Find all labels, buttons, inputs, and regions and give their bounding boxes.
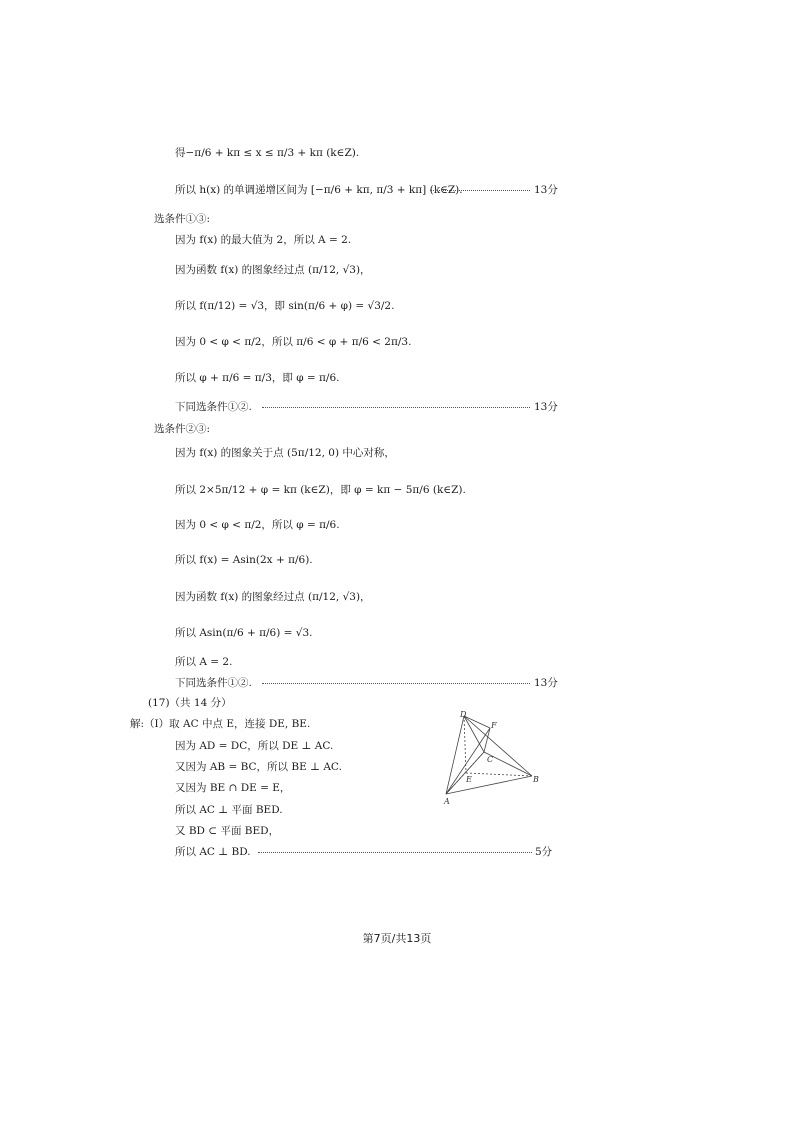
score-mark: 13分	[534, 677, 558, 689]
text-line: 下同选条件①②.	[175, 401, 252, 413]
text-line: 因为函数 f(x) 的图象经过点 (π/12, √3)，	[175, 264, 371, 276]
text-line: 因为函数 f(x) 的图象经过点 (π/12, √3)，	[175, 591, 371, 603]
text-line: 所以 AC ⊥ BD.	[175, 846, 251, 858]
tetrahedron-figure	[438, 708, 548, 808]
text-line: 所以 Asin(π/6 + π/6) = √3.	[175, 627, 313, 639]
dot-leader	[258, 852, 532, 853]
section-heading: 选条件②③:	[154, 423, 211, 435]
text-line: 所以 2×5π/12 + φ = kπ (k∈Z)，即 φ = kπ − 5π/6 (k∈Z).	[175, 484, 466, 496]
dot-leader	[430, 190, 530, 191]
label-D: D	[460, 710, 467, 719]
label-C: C	[487, 755, 494, 764]
label-B: B	[533, 775, 539, 784]
problem-heading: (17)（共 14 分）	[148, 697, 232, 709]
text-line: 所以 f(x) = Asin(2x + π/6).	[175, 554, 313, 566]
text-line: 下同选条件①②.	[175, 677, 252, 689]
text-line: 因为 AD = DC，所以 DE ⊥ AC.	[175, 740, 334, 752]
label-A: A	[444, 797, 450, 806]
label-E: E	[466, 775, 472, 784]
score-mark: 13分	[534, 401, 558, 413]
text-line: 因为 0 < φ < π/2，所以 π/6 < φ + π/6 < 2π/3.	[175, 336, 412, 348]
score-mark: 5分	[535, 846, 553, 858]
text-line: 解:（Ⅰ）取 AC 中点 E，连接 DE, BE.	[130, 718, 311, 730]
text-line: 因为 f(x) 的图象关于点 (5π/12, 0) 中心对称，	[175, 447, 395, 459]
text-line: 得−π/6 + kπ ≤ x ≤ π/3 + kπ (k∈Z).	[175, 147, 360, 159]
text-line: 所以 f(π/12) = √3，即 sin(π/6 + φ) = √3/2.	[175, 300, 395, 312]
score-mark: 13分	[534, 184, 558, 196]
text-line: 又因为 AB = BC，所以 BE ⊥ AC.	[175, 761, 342, 773]
page-footer: 第7页/共13页	[362, 932, 432, 945]
section-heading: 选条件①③:	[154, 213, 211, 225]
dot-leader	[262, 683, 530, 684]
text-line: 因为 f(x) 的最大值为 2，所以 A = 2.	[175, 234, 352, 246]
dot-leader	[262, 407, 530, 408]
text-line: 又 BD ⊂ 平面 BED，	[175, 825, 280, 837]
text-line: 所以 h(x) 的单调递增区间为 [−π/6 + kπ, π/3 + kπ] (k∈Z).	[175, 184, 463, 196]
text-line: 所以 A = 2.	[175, 656, 233, 668]
text-line: 因为 0 < φ < π/2，所以 φ = π/6.	[175, 519, 340, 531]
label-F: F	[491, 721, 497, 730]
text-line: 所以 AC ⊥ 平面 BED.	[175, 804, 283, 816]
text-line: 所以 φ + π/6 = π/3，即 φ = π/6.	[175, 372, 340, 384]
text-line: 又因为 BE ∩ DE = E，	[175, 782, 291, 794]
